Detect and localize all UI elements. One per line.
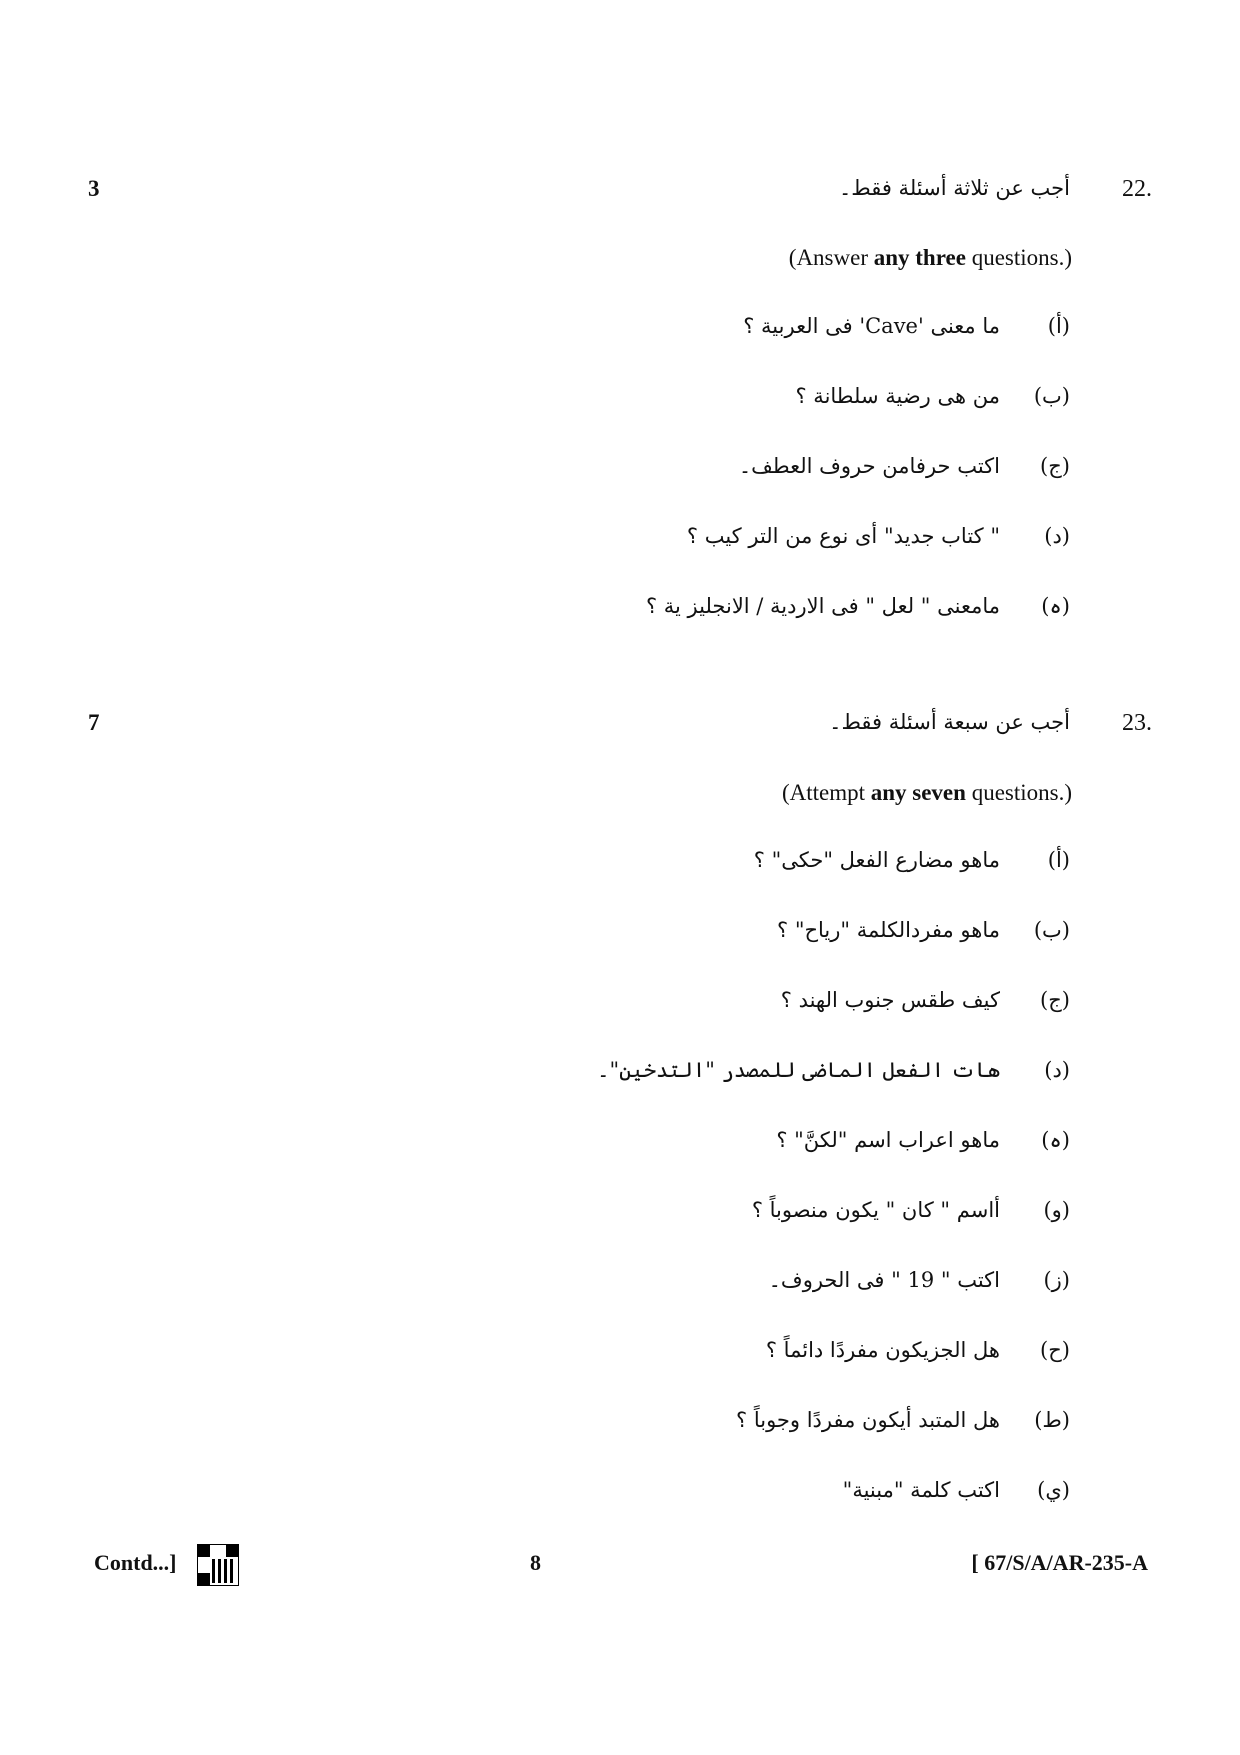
q22-item-a: ما معنى 'Cave' فى العربية ؟	[743, 314, 1000, 338]
q23-item-d-label: (د)	[1044, 1058, 1070, 1082]
paper-code: [ 67/S/A/AR-235-A	[971, 1550, 1148, 1575]
q23-item-e-label: (ہ)	[1041, 1128, 1070, 1152]
q23-item-d: هات الفعل الماضى للمصدر "التدخين"۔	[597, 1058, 1000, 1082]
q23-item-g-label: (ز)	[1043, 1268, 1070, 1292]
qr-code-icon	[197, 1544, 239, 1586]
q23-item-h-label: (ح)	[1040, 1338, 1070, 1362]
q22-item-b-label: (ب)	[1033, 384, 1070, 408]
q23-english-instruction: (Attempt any seven questions.)	[781, 780, 1072, 805]
q23-item-j-label: (ي)	[1037, 1478, 1070, 1502]
q23-item-i: هل المتبد أيكون مفردًا وجوباً ؟	[736, 1408, 1000, 1432]
q22-item-e: مامعنى " لعل " فى الاردية / الانجليز ية ؟	[645, 594, 1000, 618]
q23-item-b: ماهو مفردالكلمة "رياح" ؟	[777, 918, 1000, 942]
q23-item-c: كيف طقس جنوب الهند ؟	[780, 988, 1000, 1012]
q22-item-d-label: (د)	[1044, 524, 1070, 548]
q22-english-instruction: (Answer any three questions.)	[788, 245, 1072, 270]
q23-item-g: اكتب " 19 " فى الحروف۔	[768, 1268, 1000, 1292]
q23-number: 23.	[1122, 710, 1152, 736]
q23-item-f-label: (و)	[1043, 1198, 1070, 1222]
q23-item-b-label: (ب)	[1033, 918, 1070, 942]
q23-item-c-label: (ج)	[1040, 988, 1070, 1012]
q23-item-f: أاسم " كان " يكون منصوباً ؟	[751, 1198, 1000, 1222]
q23-item-a: ماهو مضارع الفعل "حكى" ؟	[753, 848, 1000, 872]
q22-item-c-label: (ج)	[1040, 454, 1070, 478]
page-number: 8	[530, 1550, 541, 1575]
q23-item-j: اكتب كلمة "مبنية"	[842, 1478, 1000, 1502]
q23-marks: 7	[88, 710, 100, 735]
q22-item-b: من هى رضية سلطانة ؟	[795, 384, 1000, 408]
q23-item-h: هل الجزيكون مفردًا دائماً ؟	[765, 1338, 1000, 1362]
q22-item-e-label: (ہ)	[1041, 594, 1070, 618]
q22-number: 22.	[1122, 176, 1152, 202]
q22-heading: أجب عن ثلاثة أسئلة فقط۔	[838, 176, 1070, 200]
q23-heading: أجب عن سبعة أسئلة فقط۔	[829, 710, 1070, 734]
q23-item-a-label: (أ)	[1047, 848, 1070, 872]
q22-item-a-label: (أ)	[1047, 314, 1070, 338]
contd-label: Contd...]	[94, 1550, 177, 1575]
q22-item-c: اكتب حرفامن حروف العطف۔	[738, 454, 1000, 478]
q22-item-d: " كتاب جديد" أى نوع من التر كيب ؟	[686, 524, 1000, 548]
q22-marks: 3	[88, 176, 100, 201]
q23-item-i-label: (ط)	[1034, 1408, 1070, 1432]
q23-item-e: ماهو اعراب اسم "لكنَّ" ؟	[776, 1128, 1000, 1152]
